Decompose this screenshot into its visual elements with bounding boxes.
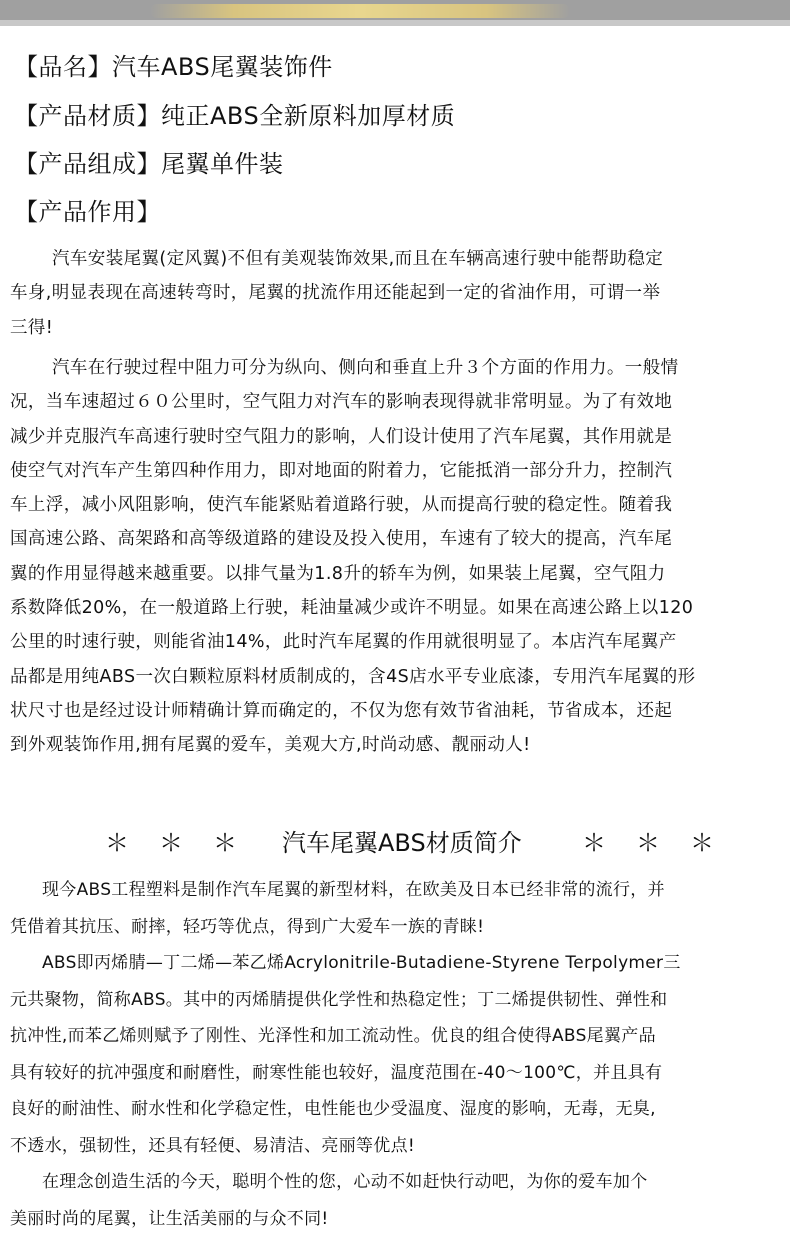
stars-right: ＊＊＊ — [582, 829, 744, 857]
body-line: 使空气对汽车产生第四种作用力，即对地面的附着力，它能抵消一部分升力，控制汽 — [10, 460, 673, 481]
body-line: 状尺寸也是经过设计师精确计算而确定的，不仅为您有效节省油耗，节省成本，还起 — [10, 700, 673, 721]
spec-material: 【产品材质】纯正ABS全新原料加厚材质 — [14, 102, 456, 130]
banner-glow — [150, 4, 570, 18]
material-line: 良好的耐油性、耐水性和化学稳定性，电性能也少受温度、湿度的影响，无毒，无臭, — [10, 1099, 656, 1119]
material-line: 在理念创造生活的今天，聪明个性的您，心动不如赶快行动吧，为你的爱车加个 — [42, 1172, 648, 1192]
top-banner-band — [0, 0, 790, 26]
body-line: 况，当车速超过６０公里时，空气阻力对汽车的影响表现得就非常明显。为了有效地 — [10, 392, 673, 413]
body-line: 国高速公路、高架路和高等级道路的建设及投入使用，车速有了较大的提高，汽车尾 — [10, 529, 673, 550]
spec-name: 【品名】汽车ABS尾翼装饰件 — [14, 53, 333, 81]
body-line: 品都是用纯ABS一次白颗粒原料材质制成的，含4S店水平专业底漆，专用汽车尾翼的形 — [10, 666, 696, 687]
material-paragraph — [10, 872, 785, 1237]
intro-paragraph — [10, 242, 780, 345]
intro-line: 车身,明显表现在高速转弯时，尾翼的扰流作用还能起到一定的省油作用，可谓一举 — [10, 283, 661, 304]
body-line: 翼的作用显得越来越重要。以排气量为1.8升的轿车为例，如果装上尾翼，空气阻力 — [10, 563, 666, 584]
material-line: ABS即丙烯腈—丁二烯—苯乙烯Acrylonitrile-Butadiene-Styrene Terpolymer三 — [42, 953, 681, 973]
section-heading — [0, 826, 790, 860]
material-line: 现今ABS工程塑料是制作汽车尾翼的新型材料，在欧美及日本已经非常的流行，并 — [42, 880, 665, 900]
spec-composition: 【产品组成】尾翼单件装 — [14, 150, 284, 178]
body-line: 到外观装饰作用,拥有尾翼的爱车，美观大方,时尚动感、靓丽动人! — [10, 735, 531, 756]
material-line: 具有较好的抗冲强度和耐磨性，耐寒性能也较好，温度范围在-40～100℃，并且具有 — [10, 1062, 663, 1083]
intro-line: 汽车安装尾翼(定风翼)不但有美观装饰效果,而且在车辆高速行驶中能帮助稳定 — [52, 249, 664, 269]
intro-line: 三得! — [10, 317, 54, 338]
body-line: 系数降低20%，在一般道路上行驶，耗油量减少或许不明显。如果在高速公路上以120 — [10, 598, 694, 619]
body-line: 车上浮，减小风阻影响，使汽车能紧贴着道路行驶，从而提高行驶的稳定性。随着我 — [10, 495, 673, 516]
spec-function-heading: 【产品作用】 — [14, 198, 161, 226]
stars-left: ＊＊＊ — [105, 829, 267, 857]
material-line: 不透水，强韧性，还具有轻便、易清洁、亮丽等优点! — [10, 1135, 416, 1156]
body-paragraph — [10, 351, 780, 763]
body-line: 公里的时速行驶，则能省油14%，此时汽车尾翼的作用就很明显了。本店汽车尾翼产 — [10, 632, 677, 653]
body-line: 减少并克服汽车高速行驶时空气阻力的影响，人们设计使用了汽车尾翼，其作用就是 — [10, 426, 673, 447]
section-title: 汽车尾翼ABS材质简介 — [282, 829, 522, 857]
material-line: 元共聚物，简称ABS。其中的丙烯腈提供化学性和热稳定性；丁二烯提供韧性、弹性和 — [10, 989, 668, 1010]
body-line: 汽车在行驶过程中阻力可分为纵向、侧向和垂直上升３个方面的作用力。一般情 — [52, 358, 679, 378]
material-line: 抗冲性,而苯乙烯则赋予了刚性、光泽性和加工流动性。优良的组合使得ABS尾翼产品 — [10, 1026, 656, 1046]
material-line: 美丽时尚的尾翼，让生活美丽的与众不同! — [10, 1208, 329, 1229]
material-line: 凭借着其抗压、耐摔，轻巧等优点，得到广大爱车一族的青睐! — [10, 916, 485, 937]
